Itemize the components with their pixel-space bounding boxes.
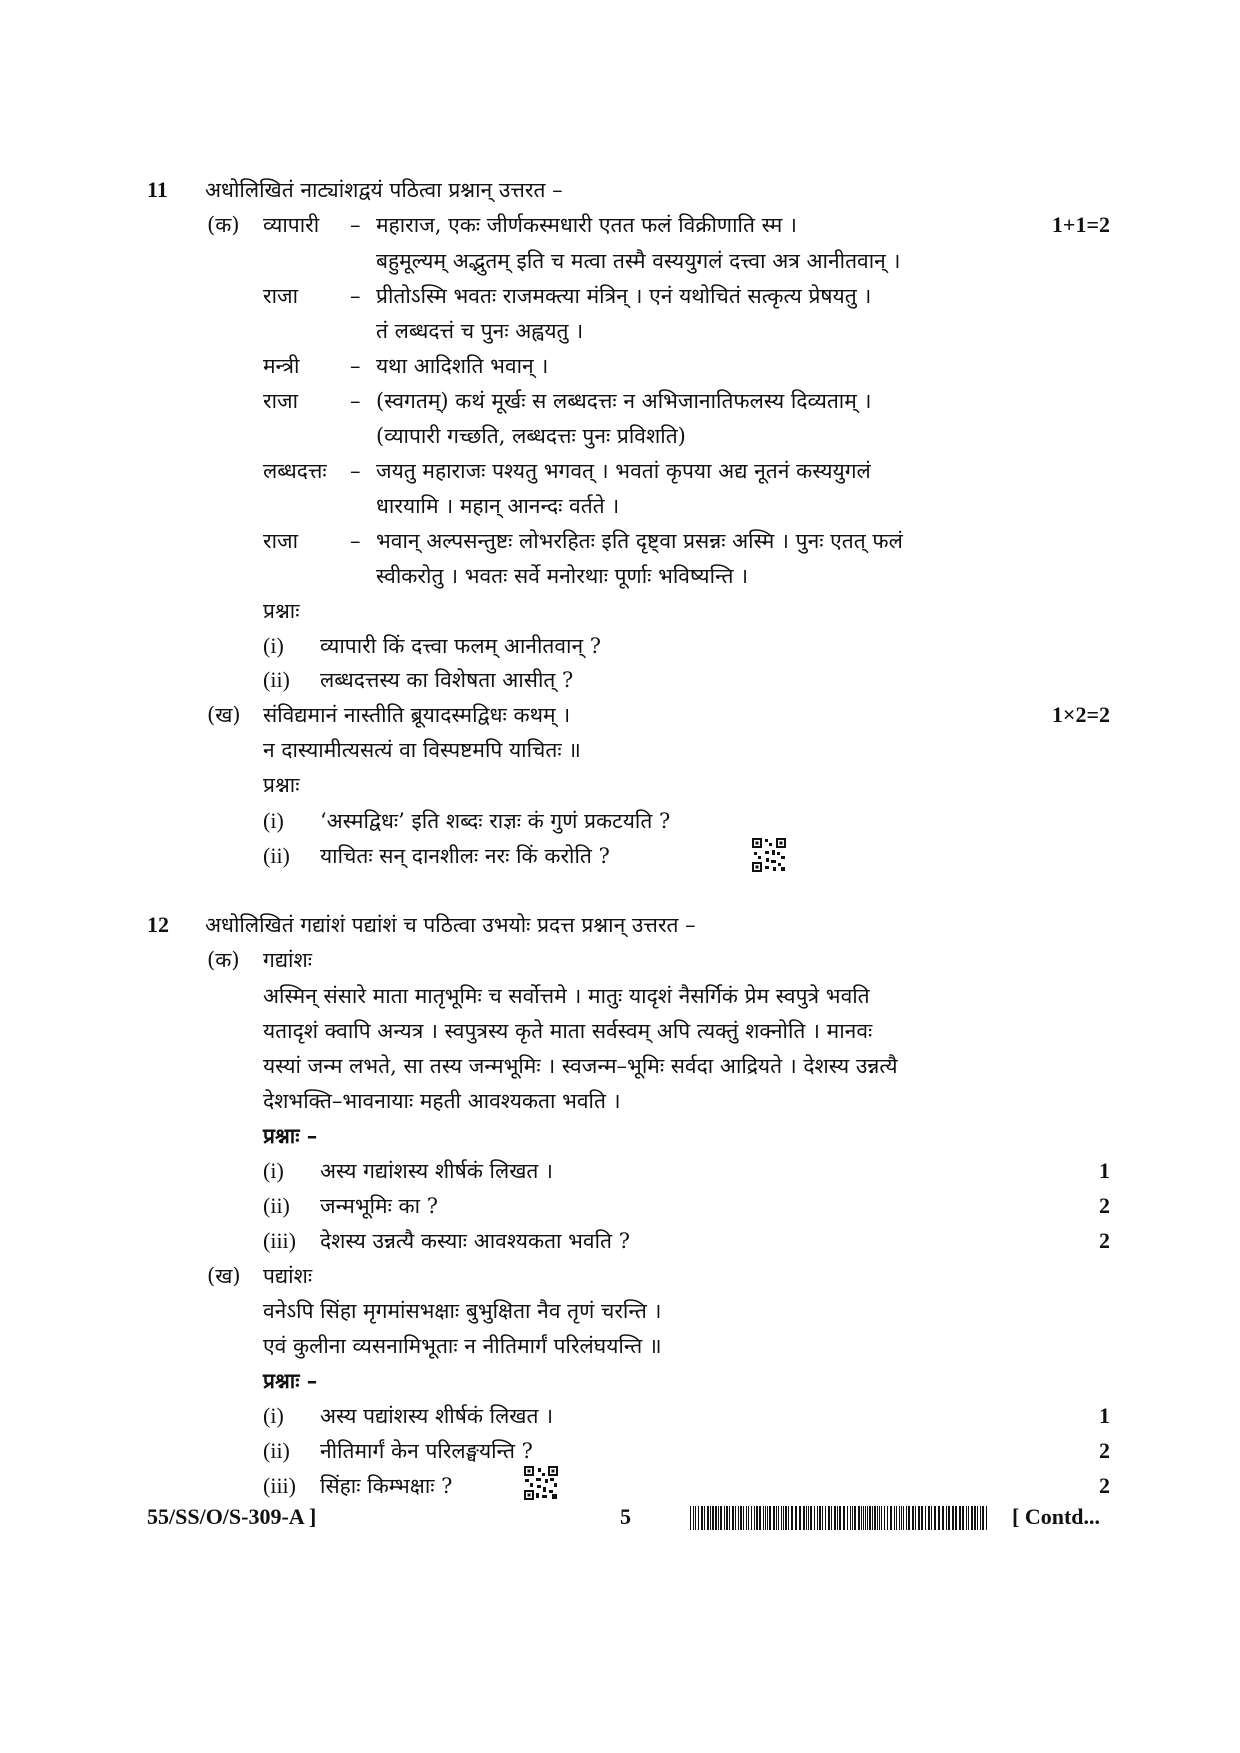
questions-label: प्रश्नाः – xyxy=(263,1123,318,1148)
question-text: अस्य गद्यांशस्य शीर्षकं लिखत । xyxy=(320,1159,553,1183)
speaker-label: राजा xyxy=(263,389,299,413)
question-index: (ii) xyxy=(263,667,290,692)
dialogue-line: भवान् अल्पसन्तुष्टः लोभरहितः इति दृष्ट्वा प्रसन्नः अस्मि । पुनः एतत् फलं xyxy=(376,529,903,553)
question-number-12: 12 xyxy=(147,912,169,937)
question-text: नीतिमार्गं केन परिलङ्घयन्ति ? xyxy=(320,1439,533,1463)
question-marks: 2 xyxy=(1099,1193,1110,1218)
question-index: (ii) xyxy=(263,1438,290,1463)
barcode-icon xyxy=(690,1506,990,1530)
dialogue-line: (स्वगतम्) कथं मूर्खः स लब्धदत्तः न अभिजानातिफलस्य दिव्यताम् । xyxy=(376,389,872,413)
q12-part-a-label: (क) xyxy=(207,948,240,972)
question-index: (ii) xyxy=(263,1193,290,1218)
question-index: (i) xyxy=(263,1403,284,1428)
dialogue-dash: – xyxy=(350,459,361,483)
speaker-label: राजा xyxy=(263,529,299,553)
dialogue-dash: – xyxy=(350,284,361,308)
q12-instruction: अधोलिखितं गद्यांशं पद्यांशं च पठित्वा उभयोः प्रदत्त प्रश्नान् उत्तरत – xyxy=(205,913,696,937)
question-index: (i) xyxy=(263,633,284,658)
question-index: (i) xyxy=(263,808,284,833)
dialogue-line: तं लब्धदत्तं च पुनः अह्वयतु । xyxy=(376,319,584,343)
question-text: ‘अस्मद्विधः’ इति शब्दः राज्ञः कं गुणं प्रकटयति ? xyxy=(320,809,671,833)
question-marks: 1 xyxy=(1099,1403,1110,1428)
passage-line: अस्मिन् संसारे माता मातृभूमिः च सर्वोत्तमे । मातुः यादृशं नैसर्गिकं प्रेम स्वपुत्रे भवति xyxy=(263,984,870,1008)
speaker-label: लब्धदत्तः xyxy=(263,459,327,483)
verse-line: वनेऽपि सिंहा मृगमांसभक्षाः बुभुक्षिता नैव तृणं चरन्ति । xyxy=(263,1299,662,1323)
question-text: याचितः सन् दानशीलः नरः किं करोति ? xyxy=(320,844,610,868)
passage-line: यस्यां जन्म लभते, सा तस्य जन्मभूमिः । स्वजन्म–भूमिः सर्वदा आद्रियते । देशस्य उन्नत्यै xyxy=(263,1054,898,1078)
speaker-label: राजा xyxy=(263,284,299,308)
speaker-label: व्यापारी xyxy=(263,213,320,237)
dialogue-line: बहुमूल्यम् अद्भुतम् इति च मत्वा तस्मै वस्ययुगलं दत्त्वा अत्र आनीतवान् । xyxy=(376,249,901,273)
verse-title: पद्यांशः xyxy=(263,1264,313,1288)
question-index: (i) xyxy=(263,1158,284,1183)
question-text: सिंहाः किम्भक्षाः ? xyxy=(320,1474,453,1498)
dialogue-line: महाराज, एकः जीर्णकस्मधारी एतत फलं विक्रीणाति स्म । xyxy=(376,213,797,237)
questions-label: प्रश्नाः xyxy=(263,773,300,797)
dialogue-dash: – xyxy=(350,389,361,413)
question-marks: 2 xyxy=(1099,1438,1110,1463)
paper-code: 55/SS/O/S-309-A ] xyxy=(147,1504,317,1529)
question-text: अस्य पद्यांशस्य शीर्षकं लिखत । xyxy=(320,1404,554,1428)
questions-label: प्रश्नाः xyxy=(263,599,300,623)
question-marks: 2 xyxy=(1099,1473,1110,1498)
question-index: (iii) xyxy=(263,1473,296,1498)
question-text: जन्मभूमिः का ? xyxy=(320,1194,438,1218)
contd-label: [ Contd... xyxy=(1012,1504,1101,1529)
verse-line: एवं कुलीना व्यसनामिभूताः न नीतिमार्गं परिलंघयन्ति ॥ xyxy=(263,1334,662,1358)
question-text: लब्धदत्तस्य का विशेषता आसीत् ? xyxy=(320,668,574,692)
passage-line: यतादृशं क्वापि अन्यत्र । स्वपुत्रस्य कृते माता सर्वस्वम् अपि त्यक्तुं शक्नोति । मानवः xyxy=(263,1019,873,1043)
page-number: 5 xyxy=(620,1504,631,1529)
dialogue-dash: – xyxy=(350,354,361,378)
question-text: देशस्य उन्नत्यै कस्याः आवश्यकता भवति ? xyxy=(320,1229,630,1253)
dialogue-line: जयतु महाराजः पश्यतु भगवत् । भवतां कृपया अद्य नूतनं कस्ययुगलं xyxy=(376,459,871,483)
question-text: व्यापारी किं दत्त्वा फलम् आनीतवान् ? xyxy=(320,634,602,658)
question-marks: 1 xyxy=(1099,1158,1110,1183)
dialogue-line: प्रीतोऽस्मि भवतः राजमक्त्या मंत्रिन् । एनं यथोचितं सत्कृत्य प्रेषयतु । xyxy=(376,284,872,308)
speaker-label: मन्त्री xyxy=(263,354,300,378)
qr-code-icon xyxy=(524,1466,558,1500)
dialogue-line: (व्यापारी गच्छति, लब्धदत्तः पुनः प्रविशति) xyxy=(376,424,686,448)
passage-line: देशभक्ति–भावनायाः महती आवश्यकता भवति । xyxy=(263,1089,621,1113)
passage-title: गद्यांशः xyxy=(263,948,313,972)
q11-part-b-label: (ख) xyxy=(207,703,241,727)
q11-part-b-marks: 1×2=2 xyxy=(1051,702,1110,727)
dialogue-line: यथा आदिशति भवान् । xyxy=(376,354,549,378)
verse-line: न दास्यामीत्यसत्यं वा विस्पष्टमपि याचितः ॥ xyxy=(263,738,581,762)
question-number-11: 11 xyxy=(147,177,168,202)
question-index: (iii) xyxy=(263,1228,296,1253)
question-marks: 2 xyxy=(1099,1228,1110,1253)
q11-part-a-label: (क) xyxy=(207,213,240,237)
dialogue-line: स्वीकरोतु । भवतः सर्वे मनोरथाः पूर्णाः भविष्यन्ति । xyxy=(376,564,749,588)
dialogue-dash: – xyxy=(350,529,361,553)
q11-part-a-marks: 1+1=2 xyxy=(1051,212,1110,237)
qr-code-icon xyxy=(752,838,786,872)
questions-label: प्रश्नाः – xyxy=(263,1368,318,1393)
q11-instruction: अधोलिखितं नाट्यांशद्वयं पठित्वा प्रश्नान् उत्तरत – xyxy=(205,178,563,202)
verse-line: संविद्यमानं नास्तीति ब्रूयादस्मद्विधः कथम् । xyxy=(263,703,571,727)
question-index: (ii) xyxy=(263,843,290,868)
dialogue-dash: – xyxy=(350,213,361,237)
q12-part-b-label: (ख) xyxy=(207,1264,241,1288)
dialogue-line: धारयामि । महान् आनन्दः वर्तते । xyxy=(376,494,620,518)
